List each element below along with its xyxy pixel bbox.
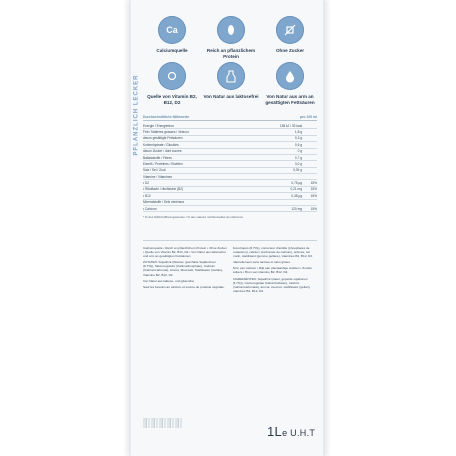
- nutrition-row-ri: [305, 149, 317, 153]
- lactose-free-icon: [217, 62, 245, 90]
- nutrition-row-value: 0,21 mg: [290, 187, 302, 192]
- ingredients-paragraph: Bron van calcium • Rijk aan plantaardige eiwitten • Zonder suikers • Bron van vitamine B2, B12, D2.: [232, 266, 313, 275]
- nutrition-row-label: • Calcium: [143, 206, 157, 211]
- calcium-icon: Ca: [158, 16, 186, 44]
- nutrition-row-ri: 15%: [310, 187, 317, 192]
- barcode-strip: [143, 418, 183, 428]
- nutrition-row-label: Kohlenhydrate / Glucides: [143, 142, 179, 147]
- nutrition-row-label: Salz / Sel / Zout: [143, 168, 166, 173]
- no-sugar-icon: [276, 16, 304, 44]
- nutrition-row-label: davon gesättigte Fettsäuren: [143, 136, 183, 141]
- volume-label: [267, 424, 315, 439]
- nutrition-row-ri: 15%: [310, 193, 317, 198]
- claim-no-sugar: Ohne Zucker: [261, 6, 319, 86]
- claim-vitamin: Quelle von Vitamin B2, B12, D2: [143, 52, 201, 132]
- nutrition-row-ri: [305, 156, 317, 160]
- low-fat-icon: [276, 62, 304, 90]
- nutrition-row-label: Vitamine / Vitamines: [143, 174, 172, 179]
- nutrition-row-ri: [305, 124, 317, 128]
- nutrition-row-ri: [305, 130, 317, 134]
- ingredients-paragraph: décortiqués (8,7%)), correcteur d'acidité (phosphates de potassium), calcium (carbonate de calcium), arômes, sel marin, stabilisant (gomme gellane), vitamines B2, B12, D2.: [232, 246, 313, 259]
- nutrition-row-ri: [305, 200, 317, 204]
- protein-icon: [217, 16, 245, 44]
- nutrition-row-value: 0,6 g: [294, 142, 302, 147]
- nutrition-header: [143, 115, 317, 121]
- claim-calcium: Ca Calciumquelle: [143, 6, 201, 86]
- vitamin-icon: [158, 62, 186, 90]
- nutrition-row-value: 0,38 µg: [291, 193, 302, 198]
- ingredients-paragraph: Von Natur aus laktose- und glutenfrei.: [143, 278, 195, 283]
- nutrition-row-value: 0,7 g: [294, 155, 302, 160]
- volume-amount: 1L: [267, 424, 283, 439]
- nutrition-row-label: • Riboflavin / riboflavine (B2): [143, 187, 184, 192]
- nutrition-row-value: 120 mg: [291, 206, 302, 211]
- carton-edge-right: [323, 0, 325, 456]
- nutrition-row-value: 3,0 g: [294, 161, 302, 166]
- nutrition-row-value: [282, 200, 302, 204]
- nutrition-row-label: Ballaststoffe / Fibres: [143, 155, 172, 160]
- nutrition-row-value: 0,75 µg: [291, 181, 302, 186]
- nutrition-row-label: davon Zucker / dont sucres: [143, 149, 182, 154]
- product-carton: [129, 0, 325, 456]
- vertical-brand-text: PFLANZLICH LECKER: [133, 74, 139, 156]
- nutrition-row-label: Fett / Matières grasses / Vetzuur: [143, 130, 189, 135]
- nutrition-row-label: Mineralstoffe / Sels minéraux: [143, 200, 185, 205]
- nutrition-row-value: 138 kJ / 33 kcal: [279, 123, 302, 128]
- nutrition-row-ri: 15%: [310, 181, 317, 186]
- claim-low-fat: Von Natur aus arm an gesättigten Fettsäuren: [261, 52, 319, 132]
- ingredients-block: [143, 246, 317, 414]
- nutrition-row: [143, 206, 317, 212]
- section-divider: [143, 240, 317, 241]
- nutrition-row-label: • B12: [143, 193, 151, 198]
- ingredients-paragraph: Calciumquelle • Reich an pflanzlichem Protein • Ohne Zucker • Quelle von Vitamin B2, B12, D2 • Von Natur aus laktosefrei und arm an gesättigten Fettsäuren.: [143, 246, 227, 259]
- ingredients-column-right: [233, 246, 318, 414]
- claim-protein: Reich an pflanzlichem Protein: [202, 6, 260, 86]
- ingredients-paragraph: Naturellement sans lactose et sans gluten.: [232, 260, 291, 265]
- nutrition-row-value: 0 g: [297, 149, 302, 154]
- nutrition-unit: pro 100 ml: [300, 115, 317, 119]
- ingredients-paragraph: ZUTATEN: Sojadrink (Wasser, geschälte Sojabohnen (8,7%)), Säureregulator (Kaliumphosphate), Calcium (Calciumcarbonat), Aroma, Meersalz, Stabilisator (Gellan), Vitamine B2, B12, D2.: [143, 260, 223, 277]
- nutrition-row-value: 0,09 g: [293, 168, 302, 173]
- nutrition-footnote: * % des Nährstoffbezugswertes / % des valeurs nutritionnelles de référence: [143, 215, 244, 220]
- nutrition-row-value: 1,8 g: [294, 130, 302, 135]
- nutrition-row-value: [282, 175, 302, 179]
- nutrition-title: Durchschnittliche Nährwerte: [143, 115, 190, 119]
- ingredients-paragraph: Sauf les besoins au calcium et source de protéine végétale.: [143, 284, 225, 289]
- nutrition-row-ri: 15%: [310, 206, 317, 211]
- claim-lactose-free: Von Natur aus laktosefrei: [202, 52, 260, 132]
- nutrition-row-ri: [305, 162, 317, 166]
- ingredients-column-left: [143, 246, 228, 414]
- nutrition-row-ri: [305, 143, 317, 147]
- nutrition-row-ri: [305, 175, 317, 179]
- nutrition-row-label: • D2: [143, 181, 150, 186]
- ingredients-paragraph: INGREDIËNTEN: Sojadrink (water, gepelde sojabonen (8,7%)), zuurteregelaar (kaliumfosfaten), calcium (calciumcarbonaat), aroma, zeezout, stabilisator (gellan), vitamines B2, B12, D2.: [232, 276, 311, 293]
- nutrition-row-value: 0,3 g: [294, 136, 302, 141]
- nutrition-row-ri: [305, 168, 317, 172]
- nutrition-row-label: Energie / Energiebron: [143, 123, 175, 128]
- nutrition-rows: [143, 123, 317, 212]
- volume-process: e U.H.T: [282, 428, 316, 438]
- nutrition-row-label: Eiweiß / Protéines / Eiwitten: [143, 161, 183, 166]
- nutrition-row-ri: [305, 136, 317, 140]
